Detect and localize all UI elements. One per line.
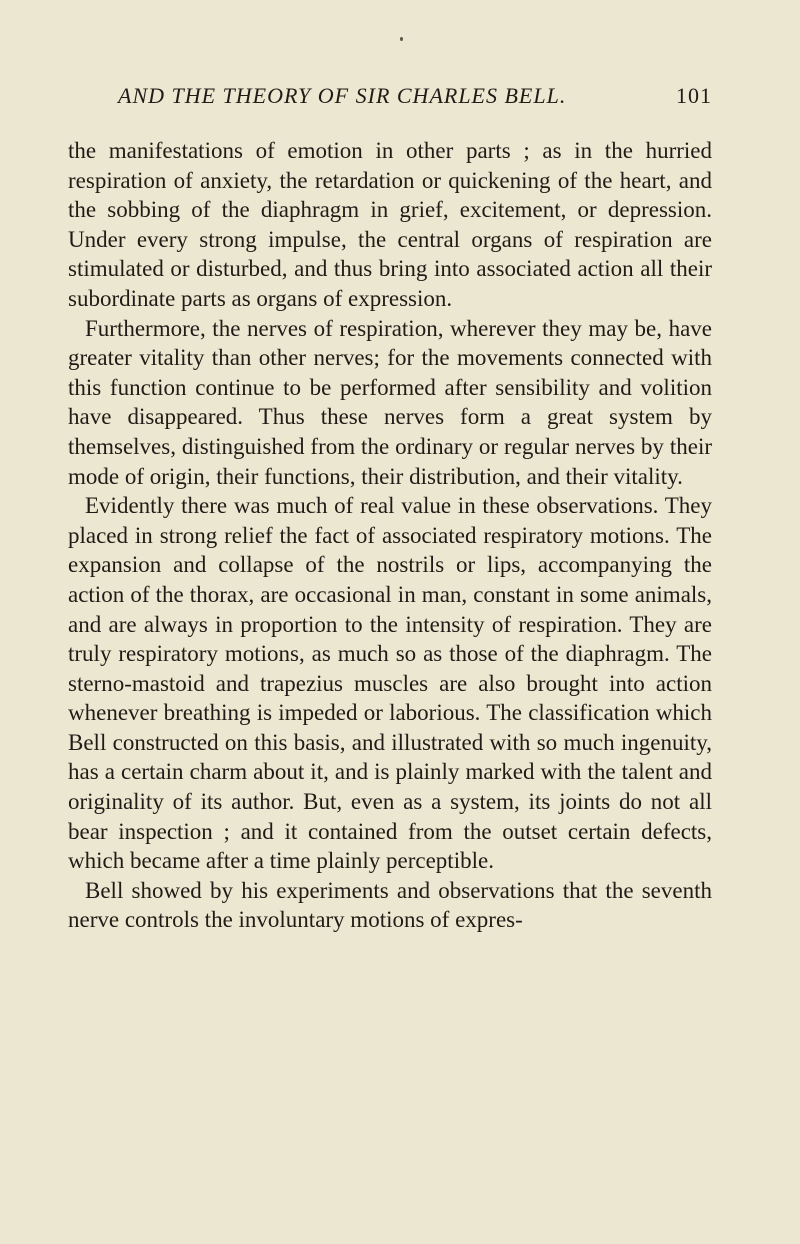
paragraph-continued: the manifestations of emotion in other parts ; as in the hurried respiration of anxiety, the retardation or quickening of the heart, and the sobbing of the diaphragm in grief, excitement, or depression. Under every strong impulse, the central organs of respiration are stimulated or disturbed, and thus bring into associated action all their subordinate parts as organs of expression. (68, 138, 712, 311)
paragraph-seventh-nerve: Bell showed by his experiments and observations that the seventh nerve controls the involuntary motions of expres- (68, 877, 712, 933)
ink-speck (400, 37, 403, 41)
body-text (68, 136, 712, 935)
paragraph-respiratory-nerves: Furthermore, the nerves of respiration, wherever they may be, have greater vitality than other nerves; for the movements connected with this function continue to be performed after sensibility and volition have disappeared. Thus these nerves form a great system by themselves, distinguished from the ordinary or regular nerves by their mode of origin, their functions, their distribution, and their vitality. (68, 315, 712, 489)
paragraph-observations: Evidently there was much of real value in these observations. They placed in strong relief the fact of associated respiratory motions. The expansion and collapse of the nostrils or lips, accompanying the action of the thorax, are occasional in man, constant in some animals, and are always in proportion to the intensity of respiration. They are truly respiratory motions, as much so as those of the diaphragm. The sterno-mastoid and trapezius muscles are also brought into action whenever breathing is impeded or laborious. The classification which Bell constructed on this basis, and illustrated with so much ingenuity, has a certain charm about it, and is plainly marked with the talent and originality of its author. But, even as a system, its joints do not all bear inspection ; and it contained from the outset certain defects, which became after a time plainly perceptible. (68, 493, 712, 874)
running-title: AND THE THEORY OF SIR CHARLES BELL. (118, 83, 567, 108)
page-number: 101 (676, 83, 712, 108)
running-header (118, 80, 712, 112)
